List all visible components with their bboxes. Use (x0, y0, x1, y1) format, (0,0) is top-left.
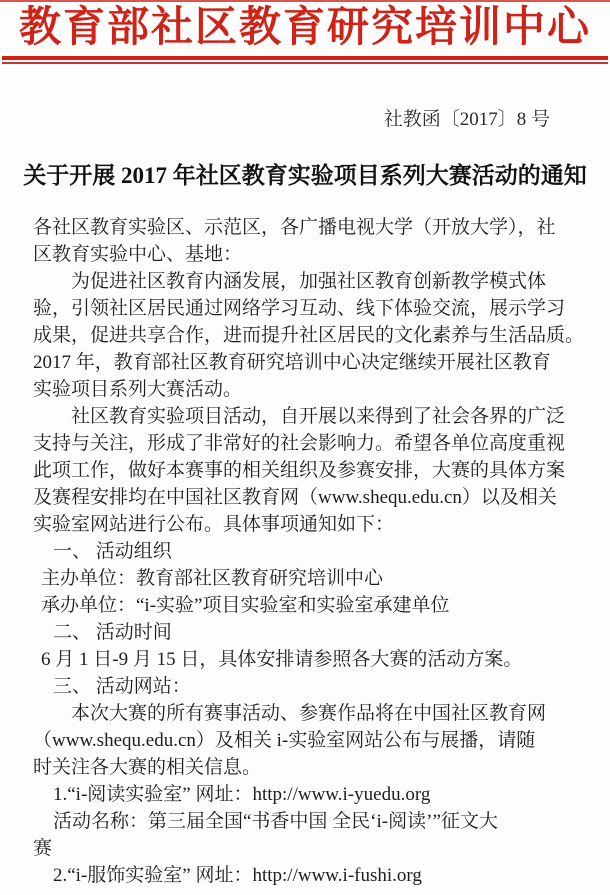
body-line: 社区教育实验项目活动，自开展以来得到了社会各界的广泛 (71, 406, 566, 427)
letterhead-double-rule-lower (2, 62, 608, 64)
document-reference-number: 社教函〔2017〕8 号 (383, 109, 550, 130)
document-body (33, 214, 585, 889)
body-line: 主办单位：教育部社区教育研究培训中心 (41, 568, 384, 589)
body-line: 及赛程安排均在中国社区教育网（www.shequ.edu.cn）以及相关 (33, 487, 557, 508)
document-title: 关于开展 2017 年社区教育实验项目系列大赛活动的通知 (23, 163, 587, 188)
body-line: 为促进社区教育内涵发展，加强社区教育创新教学模式体 (71, 271, 547, 292)
body-line: 各社区教育实验区、示范区，各广播电视大学（开放大学），社 (33, 217, 556, 238)
body-line: 本次大赛的所有赛事活动、参赛作品将在中国社区教育网 (71, 703, 547, 724)
body-line: 承办单位：“i-实验”项目实验室和实验室承建单位 (41, 595, 450, 616)
body-line-section-3: 三、 活动网站： (53, 676, 191, 697)
body-line: 验，引领社区居民通过网络学习互动、线下体验交流，展示学习 (33, 298, 566, 319)
body-line: 实验项目系列大赛活动。 (33, 379, 243, 400)
body-line-section-1: 一、 活动组织 (53, 541, 172, 562)
letterhead-org-name: 教育部社区教育研究培训中心 (18, 5, 591, 51)
body-line-website-1: 1.“i-阅读实验室” 网址：http://www.i-yuedu.org (53, 784, 431, 805)
body-line: 时关注各大赛的相关信息。 (33, 757, 262, 778)
body-line: 赛 (33, 838, 53, 859)
body-line: 2017 年，教育部社区教育研究培训中心决定继续开展社区教育 (33, 352, 551, 373)
body-line: 支持与关注，形成了非常好的社会影响力。希望各单位高度重视 (33, 433, 566, 454)
body-line: 6 月 1 日-9 月 15 日，具体安排请参照各大赛的活动方案。 (41, 649, 523, 670)
body-line: 活动名称：第三届全国“书香中国 全民‘i-阅读’”征文大 (53, 811, 498, 832)
body-line: 此项工作，做好本赛事的相关组织及参赛安排，大赛的具体方案 (33, 460, 566, 481)
body-line: 区教育实验中心、基地： (33, 244, 243, 265)
body-line-section-2: 二、 活动时间 (53, 622, 172, 643)
top-red-rule (0, 0, 610, 2)
body-line: （www.shequ.edu.cn）及相关 i-实验室网站公布与展播，请随 (33, 730, 536, 751)
body-line: 成果，促进共享合作，进而提升社区居民的文化素养与生活品质。 (33, 325, 585, 346)
letterhead-double-rule (2, 56, 608, 60)
body-line: 实验室网站进行公布。具体事项通知如下： (33, 514, 395, 535)
body-line-website-2: 2.“i-服饰实验室” 网址：http://www.i-fushi.org (53, 865, 422, 886)
